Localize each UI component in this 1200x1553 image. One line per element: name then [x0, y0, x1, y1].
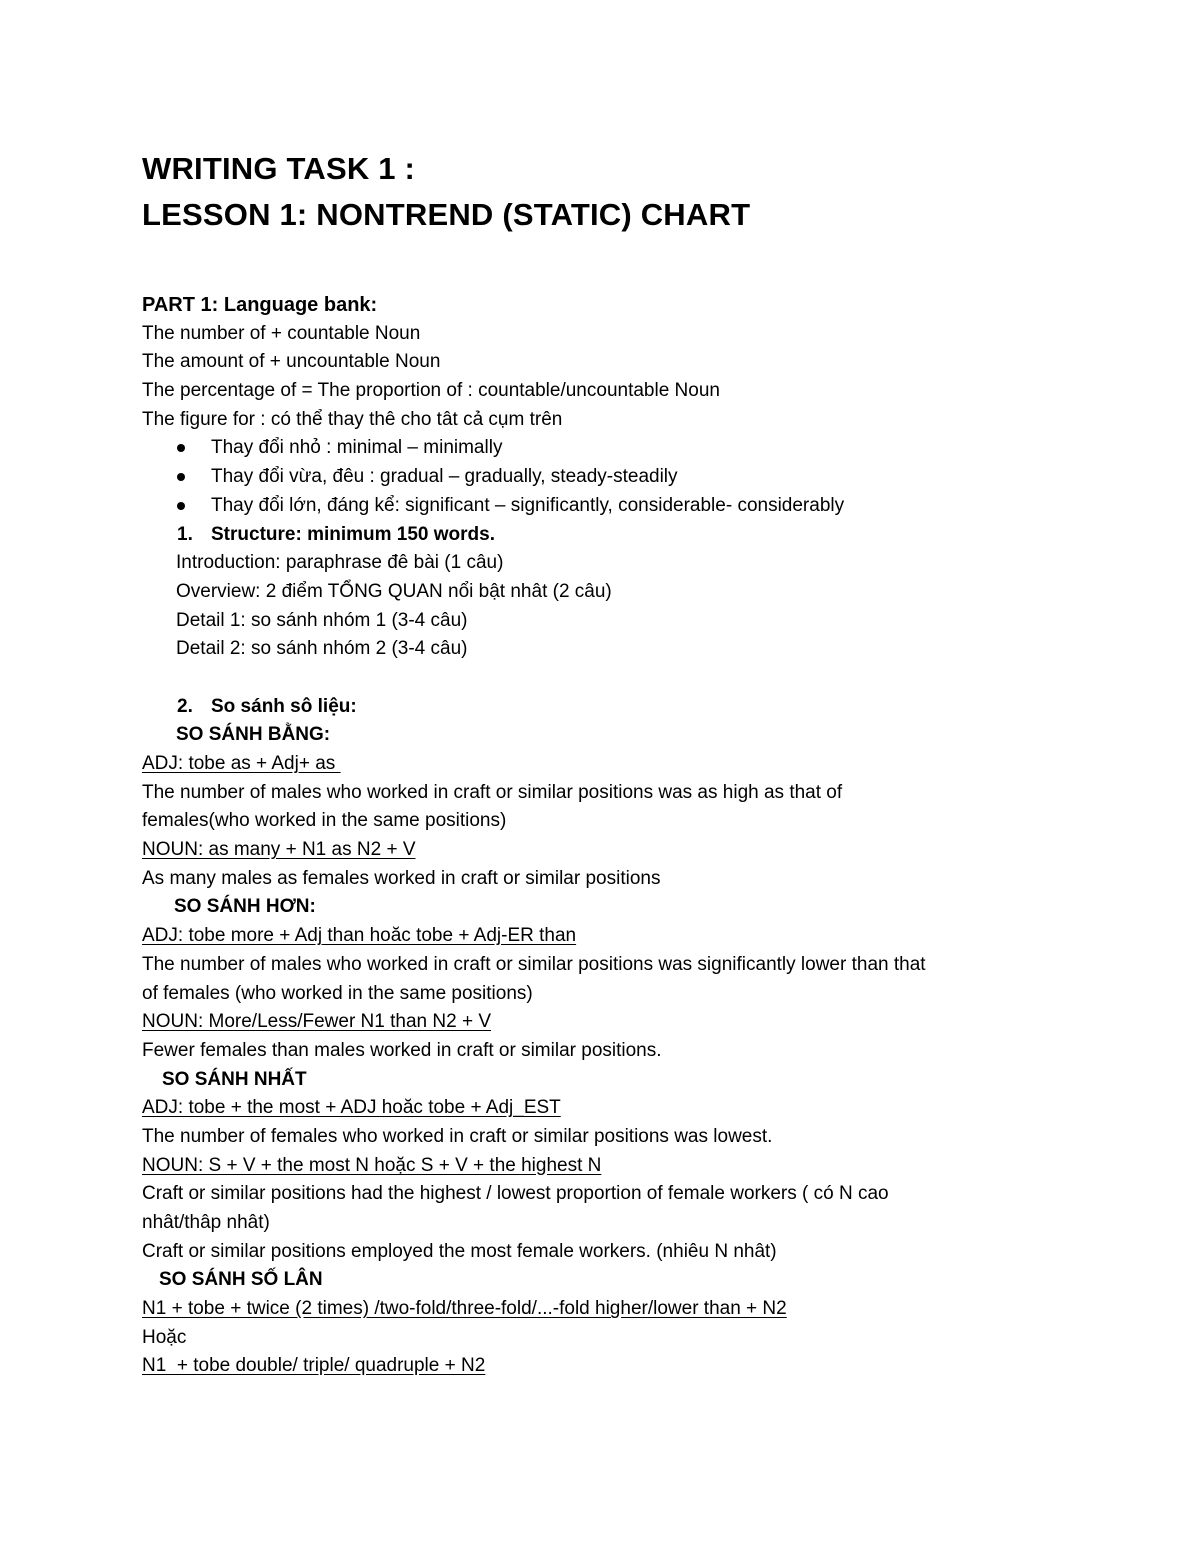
structure-line: Detail 2: so sánh nhóm 2 (3-4 câu) — [176, 638, 468, 660]
example-line: of females (who worked in the same positions) — [142, 982, 533, 1004]
example-line: Craft or similar positions employed the most female workers. (nhiêu N nhât) — [142, 1240, 777, 1262]
example-line: The number of females who worked in craft or similar positions was lowest. — [142, 1125, 773, 1147]
text-line: The amount of + uncountable Noun — [142, 351, 441, 373]
rule-line: ADJ: tobe as + Adj+ as — [142, 753, 341, 774]
bullet-text: Thay đổi nhỏ : minimal – minimally — [211, 437, 503, 459]
list-number: 1. — [177, 523, 193, 545]
example-line: Craft or similar positions had the highest / lowest proportion of female workers ( có N cao — [142, 1183, 889, 1205]
title-line-1: WRITING TASK 1 : — [142, 151, 415, 186]
text-line: The figure for : có thể thay thê cho tât cả cụm trên — [142, 408, 563, 430]
structure-heading: Structure: minimum 150 words. — [211, 523, 496, 545]
example-line: females(who worked in the same positions) — [142, 810, 507, 832]
bullet-item — [142, 463, 926, 492]
bullet-icon — [177, 502, 185, 510]
rule-line: NOUN: More/Less/Fewer N1 than N2 + V — [142, 1011, 491, 1033]
bullet-icon — [177, 473, 185, 481]
numbered-heading-compare — [142, 693, 926, 722]
structure-line: Overview: 2 điểm TỔNG QUAN nổi bật nhât (2 câu) — [176, 580, 612, 602]
example-line: The number of males who worked in craft or similar positions was significantly lower than that — [142, 953, 926, 975]
multiple-heading: SO SÁNH SỐ LÂN — [159, 1269, 323, 1291]
example-line: Fewer females than males worked in craft or similar positions. — [142, 1039, 662, 1061]
structure-line: Detail 1: so sánh nhóm 1 (3-4 câu) — [176, 609, 468, 631]
example-line: The number of males who worked in craft or similar positions was as high as that of — [142, 781, 843, 803]
rule-line: ADJ: tobe more + Adj than hoăc tobe + Adj-ER than — [142, 925, 577, 947]
structure-line: Introduction: paraphrase đê bài (1 câu) — [176, 552, 504, 574]
bullet-item — [142, 434, 926, 463]
text-line: The number of + countable Noun — [142, 322, 421, 344]
rule-line: N1 + tobe double/ triple/ quadruple + N2 — [142, 1355, 486, 1377]
comparative-heading: SO SÁNH HƠN: — [174, 896, 316, 918]
rule-line: NOUN: as many + N1 as N2 + V — [142, 839, 416, 861]
bullet-item — [142, 492, 926, 521]
text-line: The percentage of = The proportion of : countable/uncountable Noun — [142, 380, 720, 402]
document-body — [142, 291, 926, 1381]
rule-line: N1 + tobe + twice (2 times) /two-fold/three-fold/...-fold higher/lower than + N2 — [142, 1298, 787, 1320]
bullet-text: Thay đổi lớn, đáng kể: significant – significantly, considerable- considerably — [211, 494, 845, 516]
numbered-heading-structure — [142, 521, 926, 550]
bullet-icon — [177, 444, 185, 452]
rule-line: NOUN: S + V + the most N hoặc S + V + the highest N — [142, 1154, 602, 1176]
part1-heading: PART 1: Language bank: — [142, 294, 378, 316]
example-line: nhât/thâp nhât) — [142, 1212, 270, 1233]
spacer — [142, 664, 926, 693]
title-line-2: LESSON 1: NONTREND (STATIC) CHART — [142, 197, 751, 232]
compare-heading: So sánh sô liệu: — [211, 695, 357, 717]
superlative-heading: SO SÁNH NHẤT — [162, 1068, 307, 1090]
bullet-text: Thay đổi vừa, đêu : gradual – gradually, steady-steadily — [211, 466, 678, 488]
example-line: As many males as females worked in craft or similar positions — [142, 867, 661, 889]
equal-heading: SO SÁNH BẰNG: — [176, 724, 331, 746]
list-number: 2. — [177, 695, 193, 717]
document-title — [142, 146, 750, 238]
or-line: Hoặc — [142, 1326, 187, 1348]
rule-line: ADJ: tobe + the most + ADJ hoăc tobe + Adj_EST — [142, 1097, 561, 1119]
